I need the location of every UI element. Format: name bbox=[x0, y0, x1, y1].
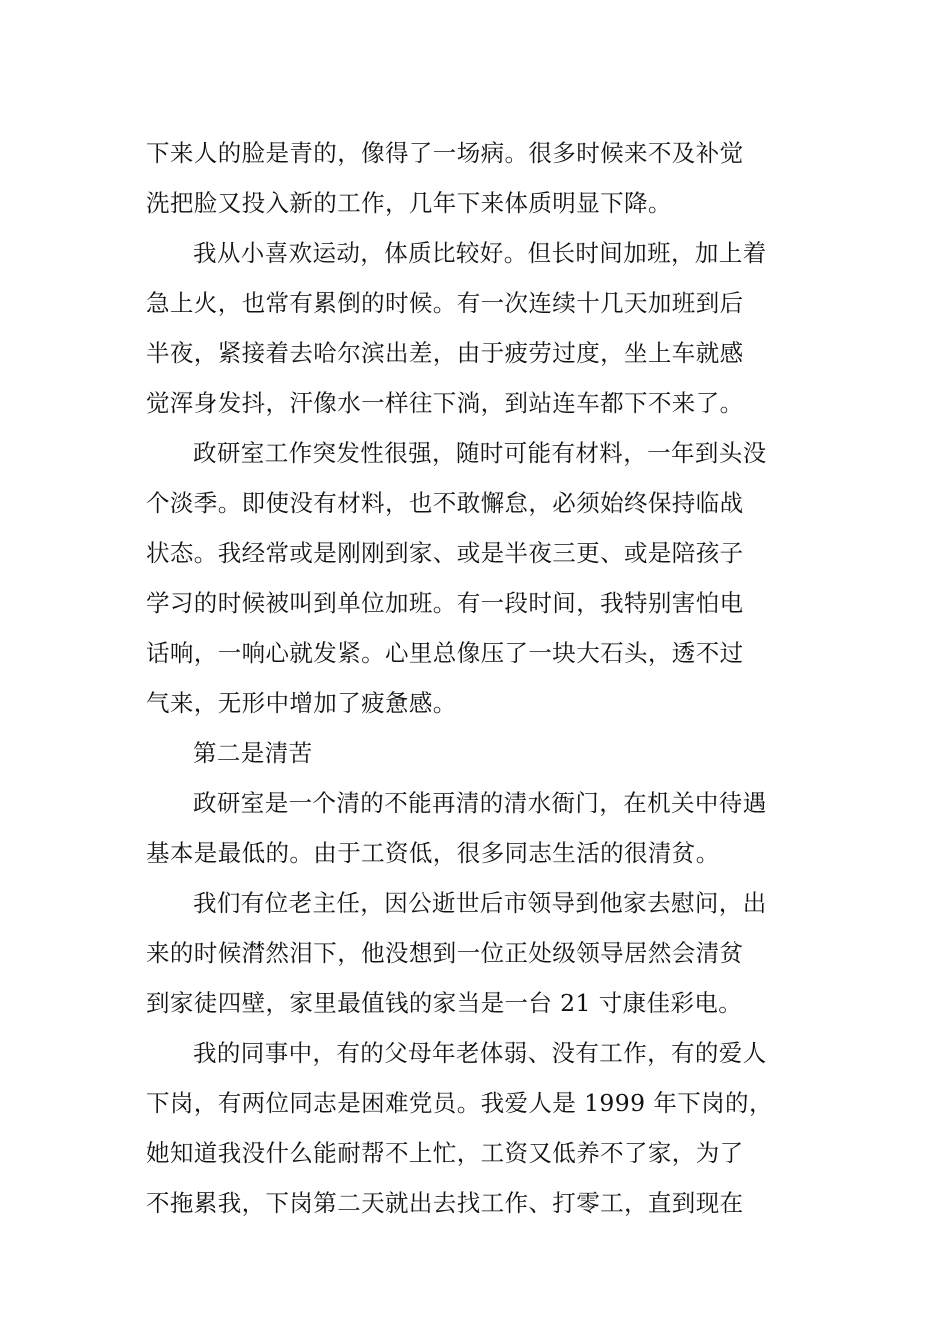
text-line: 政研室是一个清的不能再清的清水衙门，在机关中待遇 bbox=[193, 789, 767, 817]
text-line: 气来，无形中增加了疲惫感。 bbox=[146, 689, 457, 717]
text-line: 半夜，紧接着去哈尔滨出差，由于疲劳过度，坐上车就感 bbox=[146, 339, 744, 367]
text-line: 状态。我经常或是刚刚到家、或是半夜三更、或是陪孩子 bbox=[146, 539, 744, 567]
text-line: 觉浑身发抖，汗像水一样往下淌，到站连车都下不来了。 bbox=[146, 389, 744, 417]
paragraph bbox=[146, 228, 810, 428]
text-line: 我的同事中，有的父母年老体弱、没有工作，有的爱人 bbox=[193, 1039, 767, 1067]
text-line: 下来人的脸是青的，像得了一场病。很多时候来不及补觉 bbox=[146, 139, 744, 167]
document-body bbox=[146, 128, 810, 1228]
text-line: 她知道我没什么能耐帮不上忙，工资又低养不了家，为了 bbox=[146, 1139, 744, 1167]
text-line: 不拖累我，下岗第二天就出去找工作、打零工，直到现在 bbox=[146, 1189, 744, 1217]
text-line: 个淡季。即使没有材料，也不敢懈怠，必须始终保持临战 bbox=[146, 489, 744, 517]
text-line: 来的时候潸然泪下，他没想到一位正处级领导居然会清贫 bbox=[146, 939, 744, 967]
text-line: 下岗，有两位同志是困难党员。我爱人是 1999 年下岗的， bbox=[146, 1089, 773, 1117]
text-line: 政研室工作突发性很强，随时可能有材料，一年到头没 bbox=[193, 439, 767, 467]
text-line: 急上火，也常有累倒的时候。有一次连续十几天加班到后 bbox=[146, 289, 744, 317]
paragraph bbox=[146, 778, 810, 878]
text-line: 话响，一响心就发紧。心里总像压了一块大石头，透不过 bbox=[146, 639, 744, 667]
text-line: 到家徒四壁，家里最值钱的家当是一台 21 寸康佳彩电。 bbox=[146, 989, 743, 1017]
text-line: 第二是清苦 bbox=[193, 739, 313, 767]
text-line: 洗把脸又投入新的工作，几年下来体质明显下降。 bbox=[146, 189, 672, 217]
text-line: 我们有位老主任，因公逝世后市领导到他家去慰问，出 bbox=[193, 889, 767, 917]
paragraph bbox=[146, 878, 810, 1028]
paragraph bbox=[146, 428, 810, 728]
paragraph bbox=[146, 728, 810, 778]
text-line: 基本是最低的。由于工资低，很多同志生活的很清贫。 bbox=[146, 839, 720, 867]
paragraph bbox=[146, 1028, 810, 1228]
text-line: 我从小喜欢运动，体质比较好。但长时间加班，加上着 bbox=[193, 239, 767, 267]
paragraph bbox=[146, 128, 810, 228]
text-line: 学习的时候被叫到单位加班。有一段时间，我特别害怕电 bbox=[146, 589, 744, 617]
